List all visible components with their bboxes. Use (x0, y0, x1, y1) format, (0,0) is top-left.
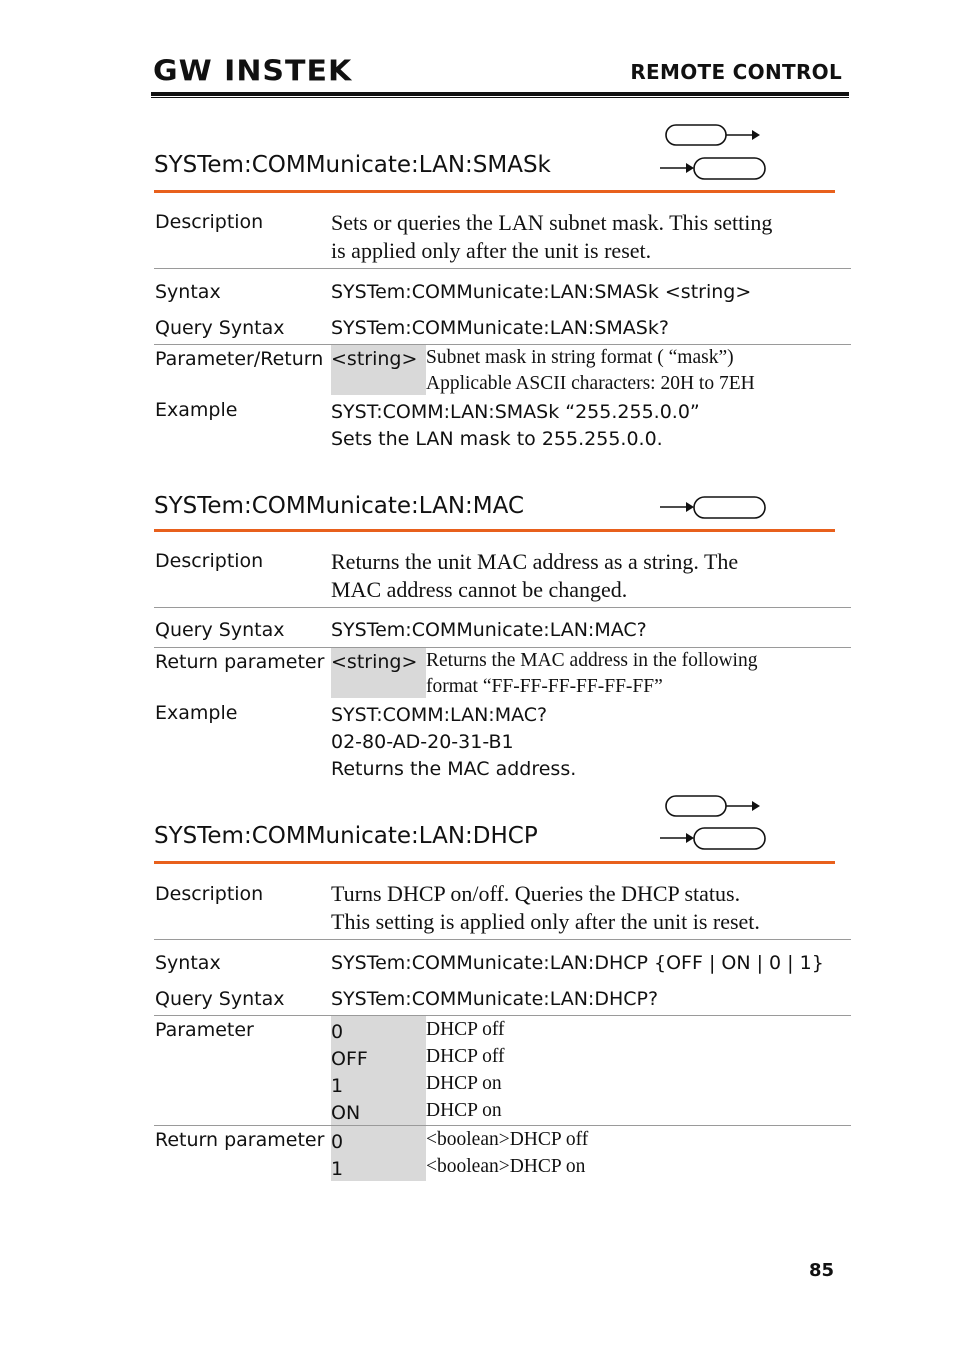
return-name: 1 (331, 1158, 344, 1180)
param-description: DHCP on (426, 1073, 502, 1094)
description-text: Returns the unit MAC address as a string. The MAC address cannot be changed. (331, 549, 739, 602)
param-description: DHCP on (426, 1100, 502, 1121)
return-description: <boolean>DHCP on (426, 1156, 586, 1177)
param-names (331, 1019, 368, 1127)
example-text: SYST:COMM:LAN:MAC? 02-80-AD-20-31-B1 Returns the MAC address. (331, 704, 577, 780)
param-name: <string> (331, 348, 418, 370)
param-description: Returns the MAC address in the following format “FF-FF-FF-FF-FF-FF” (426, 650, 758, 697)
return-parameter-label: Return parameter (155, 651, 325, 673)
divider (154, 268, 851, 269)
syntax-label: Syntax (155, 952, 221, 974)
param-name: ON (331, 1102, 361, 1124)
page-number: 85 (808, 1260, 834, 1281)
title-rule (154, 529, 835, 532)
param-description: Subnet mask in string format ( “mask”) Applicable ASCII characters: 20H to 7EH (426, 347, 755, 394)
query-syntax-label: Query Syntax (155, 619, 285, 641)
gw-instek-logo: GW INSTEK (153, 54, 353, 89)
command-title: SYSTem:COMMunicate:LAN:MAC (154, 493, 525, 519)
param-name: 0 (331, 1021, 344, 1043)
return-parameter-label: Return parameter (155, 1129, 325, 1151)
divider (154, 607, 851, 608)
param-name: <string> (331, 651, 418, 673)
example-text: SYST:COMM:LAN:SMASk “255.255.0.0” Sets the LAN mask to 255.255.0.0. (331, 401, 700, 450)
query-icon (660, 496, 768, 520)
example-label: Example (155, 702, 238, 724)
divider (154, 939, 851, 940)
syntax-text: SYSTem:COMMunicate:LAN:SMASk <string> (331, 281, 752, 303)
description-text: Sets or queries the LAN subnet mask. This setting is applied only after the unit is reset. (331, 210, 773, 263)
param-name: OFF (331, 1048, 368, 1070)
query-syntax-label: Query Syntax (155, 317, 285, 339)
command-title: SYSTem:COMMunicate:LAN:DHCP (154, 823, 538, 849)
query-icon (660, 827, 768, 851)
query-syntax-text: SYSTem:COMMunicate:LAN:DHCP? (331, 988, 659, 1010)
query-icon (660, 157, 768, 181)
parameter-label: Parameter (155, 1019, 254, 1041)
title-rule (154, 861, 835, 864)
example-label: Example (155, 399, 238, 421)
return-name: 0 (331, 1131, 344, 1153)
set-icon (664, 124, 764, 146)
description-label: Description (155, 883, 264, 905)
param-descriptions (426, 1016, 505, 1124)
param-description: DHCP off (426, 1046, 505, 1067)
return-name-cell (331, 1126, 426, 1181)
return-names (331, 1129, 343, 1183)
syntax-text: SYSTem:COMMunicate:LAN:DHCP {OFF | ON | 0 | 1} (331, 952, 824, 974)
header-rule-thin (151, 97, 849, 98)
description-label: Description (155, 211, 264, 233)
description-text: Turns DHCP on/off. Queries the DHCP status. This setting is applied only after the unit is reset. (331, 881, 760, 934)
header-rule (151, 92, 849, 96)
return-descriptions (426, 1126, 588, 1180)
param-name: 1 (331, 1075, 344, 1097)
section-header: REMOTE CONTROL (630, 60, 842, 84)
param-description: DHCP off (426, 1019, 505, 1040)
query-syntax-text: SYSTem:COMMunicate:LAN:SMASk? (331, 317, 669, 339)
set-icon (664, 795, 764, 817)
command-title: SYSTem:COMMunicate:LAN:SMASk (154, 152, 551, 178)
syntax-label: Syntax (155, 281, 221, 303)
description-label: Description (155, 550, 264, 572)
query-syntax-text: SYSTem:COMMunicate:LAN:MAC? (331, 619, 647, 641)
parameter-label: Parameter/Return (155, 348, 324, 370)
title-rule (154, 190, 835, 193)
return-description: <boolean>DHCP off (426, 1129, 589, 1150)
query-syntax-label: Query Syntax (155, 988, 285, 1010)
